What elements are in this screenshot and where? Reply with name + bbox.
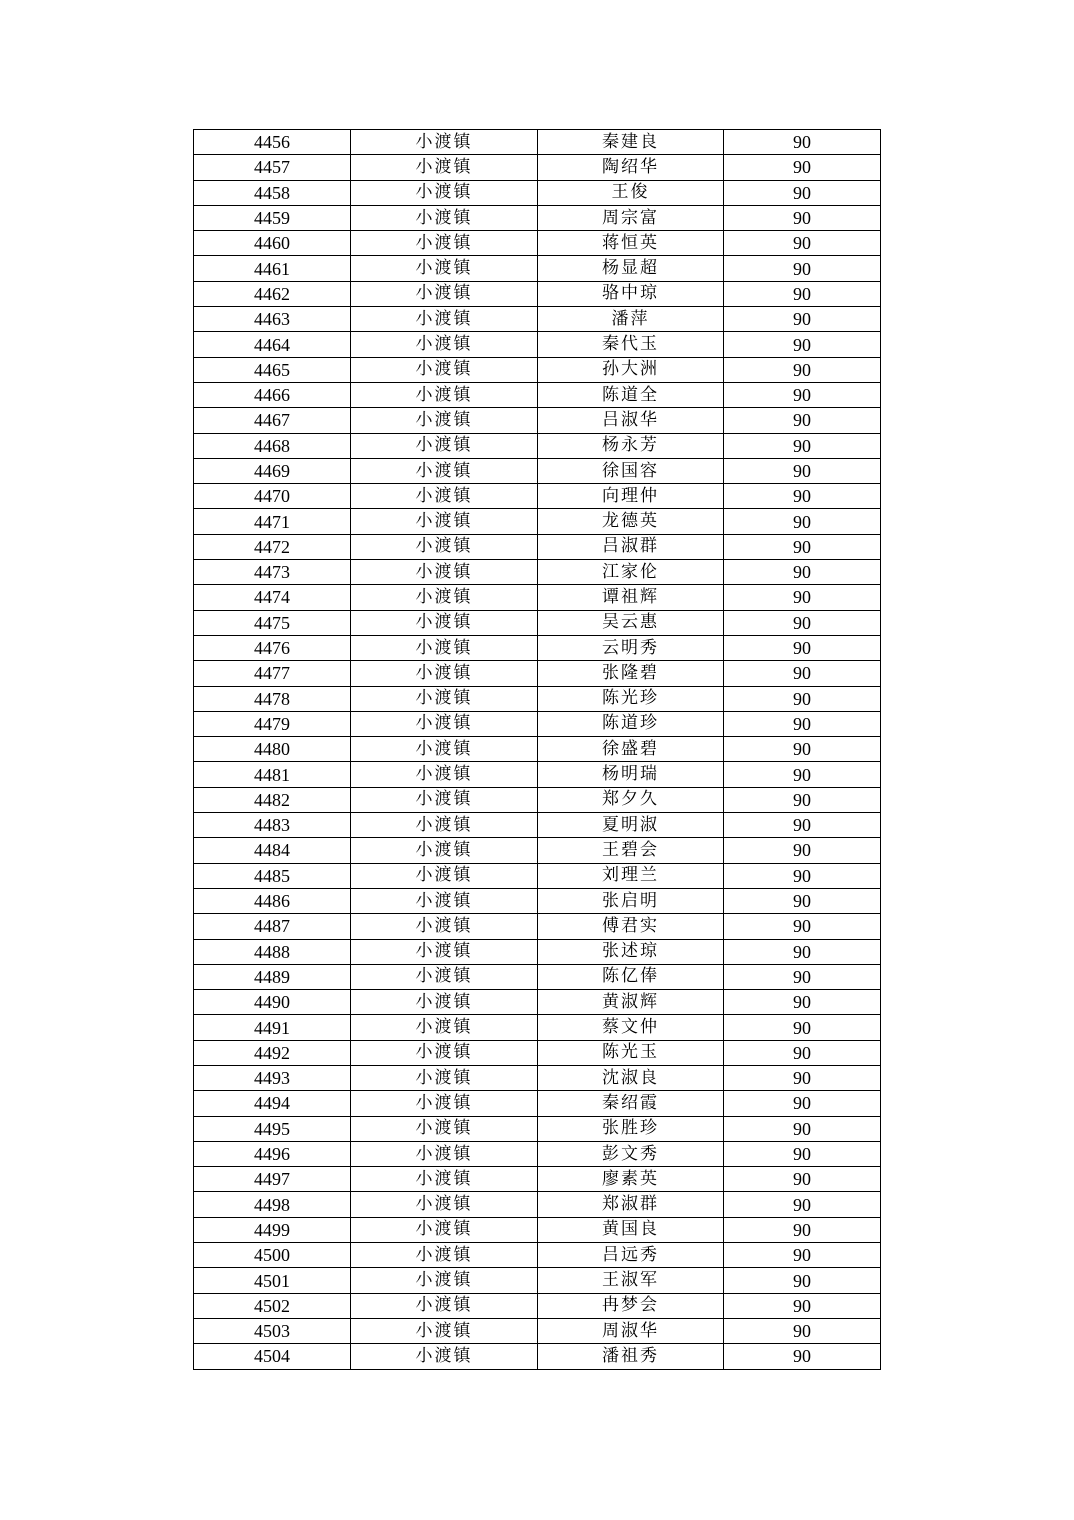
score-cell: 90	[724, 585, 881, 610]
row-number-cell: 4499	[194, 1217, 351, 1242]
person-name-cell: 彭文秀	[538, 1141, 724, 1166]
table-row	[194, 155, 881, 180]
score-cell: 90	[724, 180, 881, 205]
score-cell: 90	[724, 458, 881, 483]
score-cell: 90	[724, 307, 881, 332]
row-number-cell: 4495	[194, 1116, 351, 1141]
score-cell: 90	[724, 661, 881, 686]
row-number-cell: 4477	[194, 661, 351, 686]
score-cell: 90	[724, 281, 881, 306]
row-number-cell: 4460	[194, 231, 351, 256]
score-cell: 90	[724, 964, 881, 989]
score-cell: 90	[724, 1192, 881, 1217]
person-name-cell: 张述琼	[538, 939, 724, 964]
person-name-cell: 陈道全	[538, 382, 724, 407]
table-row	[194, 560, 881, 585]
row-number-cell: 4475	[194, 610, 351, 635]
town-cell: 小渡镇	[351, 1167, 538, 1192]
table-row	[194, 382, 881, 407]
person-name-cell: 吕远秀	[538, 1243, 724, 1268]
person-name-cell: 潘祖秀	[538, 1344, 724, 1369]
table-row	[194, 1268, 881, 1293]
person-name-cell: 王淑军	[538, 1268, 724, 1293]
town-cell: 小渡镇	[351, 1344, 538, 1369]
person-name-cell: 张隆碧	[538, 661, 724, 686]
person-name-cell: 王俊	[538, 180, 724, 205]
person-name-cell: 吕淑华	[538, 408, 724, 433]
person-name-cell: 张胜珍	[538, 1116, 724, 1141]
person-name-cell: 刘理兰	[538, 863, 724, 888]
town-cell: 小渡镇	[351, 863, 538, 888]
score-cell: 90	[724, 1116, 881, 1141]
score-cell: 90	[724, 1040, 881, 1065]
town-cell: 小渡镇	[351, 787, 538, 812]
row-number-cell: 4474	[194, 585, 351, 610]
town-cell: 小渡镇	[351, 1116, 538, 1141]
table-row	[194, 1344, 881, 1369]
person-name-cell: 蔡文仲	[538, 1015, 724, 1040]
table-row	[194, 838, 881, 863]
person-name-cell: 秦绍霞	[538, 1091, 724, 1116]
town-cell: 小渡镇	[351, 256, 538, 281]
score-cell: 90	[724, 155, 881, 180]
table-row	[194, 205, 881, 230]
town-cell: 小渡镇	[351, 1065, 538, 1090]
score-cell: 90	[724, 534, 881, 559]
row-number-cell: 4476	[194, 635, 351, 660]
row-number-cell: 4504	[194, 1344, 351, 1369]
town-cell: 小渡镇	[351, 939, 538, 964]
person-name-cell: 向理仲	[538, 484, 724, 509]
person-name-cell: 陈光珍	[538, 686, 724, 711]
score-cell: 90	[724, 332, 881, 357]
table-row	[194, 307, 881, 332]
row-number-cell: 4497	[194, 1167, 351, 1192]
table-row	[194, 130, 881, 155]
row-number-cell: 4479	[194, 711, 351, 736]
town-cell: 小渡镇	[351, 130, 538, 155]
row-number-cell: 4488	[194, 939, 351, 964]
town-cell: 小渡镇	[351, 610, 538, 635]
score-cell: 90	[724, 939, 881, 964]
person-name-cell: 陶绍华	[538, 155, 724, 180]
town-cell: 小渡镇	[351, 1268, 538, 1293]
row-number-cell: 4503	[194, 1318, 351, 1343]
score-cell: 90	[724, 914, 881, 939]
town-cell: 小渡镇	[351, 484, 538, 509]
person-name-cell: 王碧会	[538, 838, 724, 863]
table-row	[194, 332, 881, 357]
table-row	[194, 762, 881, 787]
town-cell: 小渡镇	[351, 307, 538, 332]
row-number-cell: 4478	[194, 686, 351, 711]
row-number-cell: 4464	[194, 332, 351, 357]
town-cell: 小渡镇	[351, 1243, 538, 1268]
table-row	[194, 256, 881, 281]
score-cell: 90	[724, 509, 881, 534]
table-row	[194, 990, 881, 1015]
town-cell: 小渡镇	[351, 1293, 538, 1318]
town-cell: 小渡镇	[351, 231, 538, 256]
town-cell: 小渡镇	[351, 382, 538, 407]
score-cell: 90	[724, 1217, 881, 1242]
town-cell: 小渡镇	[351, 180, 538, 205]
score-cell: 90	[724, 357, 881, 382]
person-name-cell: 秦建良	[538, 130, 724, 155]
table-row	[194, 711, 881, 736]
score-cell: 90	[724, 635, 881, 660]
table-row	[194, 787, 881, 812]
row-number-cell: 4457	[194, 155, 351, 180]
table-row	[194, 635, 881, 660]
person-name-cell: 夏明淑	[538, 813, 724, 838]
score-cell: 90	[724, 711, 881, 736]
row-number-cell: 4473	[194, 560, 351, 585]
table-row	[194, 1243, 881, 1268]
town-cell: 小渡镇	[351, 585, 538, 610]
person-name-cell: 蒋恒英	[538, 231, 724, 256]
score-cell: 90	[724, 990, 881, 1015]
table-row	[194, 1116, 881, 1141]
table-row	[194, 1167, 881, 1192]
score-cell: 90	[724, 382, 881, 407]
town-cell: 小渡镇	[351, 534, 538, 559]
town-cell: 小渡镇	[351, 1192, 538, 1217]
row-number-cell: 4482	[194, 787, 351, 812]
row-number-cell: 4494	[194, 1091, 351, 1116]
table-row	[194, 1192, 881, 1217]
score-cell: 90	[724, 256, 881, 281]
town-cell: 小渡镇	[351, 1015, 538, 1040]
row-number-cell: 4468	[194, 433, 351, 458]
table-row	[194, 281, 881, 306]
person-name-cell: 徐盛碧	[538, 737, 724, 762]
score-cell: 90	[724, 787, 881, 812]
row-number-cell: 4483	[194, 813, 351, 838]
score-cell: 90	[724, 408, 881, 433]
town-cell: 小渡镇	[351, 1318, 538, 1343]
town-cell: 小渡镇	[351, 433, 538, 458]
roster-table	[193, 129, 881, 1370]
town-cell: 小渡镇	[351, 560, 538, 585]
town-cell: 小渡镇	[351, 357, 538, 382]
table-row	[194, 458, 881, 483]
person-name-cell: 骆中琼	[538, 281, 724, 306]
person-name-cell: 杨明瑞	[538, 762, 724, 787]
town-cell: 小渡镇	[351, 1091, 538, 1116]
row-number-cell: 4456	[194, 130, 351, 155]
table-row	[194, 661, 881, 686]
score-cell: 90	[724, 1141, 881, 1166]
score-cell: 90	[724, 205, 881, 230]
score-cell: 90	[724, 813, 881, 838]
person-name-cell: 张启明	[538, 888, 724, 913]
table-row	[194, 484, 881, 509]
person-name-cell: 徐国容	[538, 458, 724, 483]
person-name-cell: 吴云惠	[538, 610, 724, 635]
row-number-cell: 4461	[194, 256, 351, 281]
person-name-cell: 杨永芳	[538, 433, 724, 458]
person-name-cell: 郑淑群	[538, 1192, 724, 1217]
town-cell: 小渡镇	[351, 661, 538, 686]
row-number-cell: 4469	[194, 458, 351, 483]
table-row	[194, 180, 881, 205]
row-number-cell: 4500	[194, 1243, 351, 1268]
person-name-cell: 吕淑群	[538, 534, 724, 559]
row-number-cell: 4493	[194, 1065, 351, 1090]
person-name-cell: 沈淑良	[538, 1065, 724, 1090]
score-cell: 90	[724, 863, 881, 888]
score-cell: 90	[724, 737, 881, 762]
score-cell: 90	[724, 1344, 881, 1369]
town-cell: 小渡镇	[351, 1141, 538, 1166]
town-cell: 小渡镇	[351, 813, 538, 838]
town-cell: 小渡镇	[351, 737, 538, 762]
table-row	[194, 1040, 881, 1065]
score-cell: 90	[724, 130, 881, 155]
town-cell: 小渡镇	[351, 332, 538, 357]
table-row	[194, 1217, 881, 1242]
row-number-cell: 4480	[194, 737, 351, 762]
score-cell: 90	[724, 1167, 881, 1192]
table-row	[194, 686, 881, 711]
row-number-cell: 4496	[194, 1141, 351, 1166]
person-name-cell: 龙德英	[538, 509, 724, 534]
row-number-cell: 4471	[194, 509, 351, 534]
score-cell: 90	[724, 1293, 881, 1318]
row-number-cell: 4486	[194, 888, 351, 913]
person-name-cell: 杨显超	[538, 256, 724, 281]
person-name-cell: 廖素英	[538, 1167, 724, 1192]
table-row	[194, 610, 881, 635]
row-number-cell: 4481	[194, 762, 351, 787]
table-row	[194, 231, 881, 256]
score-cell: 90	[724, 1091, 881, 1116]
table-row	[194, 1318, 881, 1343]
town-cell: 小渡镇	[351, 205, 538, 230]
row-number-cell: 4466	[194, 382, 351, 407]
person-name-cell: 黄国良	[538, 1217, 724, 1242]
row-number-cell: 4501	[194, 1268, 351, 1293]
town-cell: 小渡镇	[351, 155, 538, 180]
town-cell: 小渡镇	[351, 686, 538, 711]
town-cell: 小渡镇	[351, 914, 538, 939]
town-cell: 小渡镇	[351, 509, 538, 534]
person-name-cell: 周宗富	[538, 205, 724, 230]
person-name-cell: 潘萍	[538, 307, 724, 332]
town-cell: 小渡镇	[351, 762, 538, 787]
row-number-cell: 4463	[194, 307, 351, 332]
table-row	[194, 964, 881, 989]
score-cell: 90	[724, 433, 881, 458]
person-name-cell: 陈亿俸	[538, 964, 724, 989]
table-row	[194, 737, 881, 762]
table-row	[194, 939, 881, 964]
town-cell: 小渡镇	[351, 964, 538, 989]
person-name-cell: 周淑华	[538, 1318, 724, 1343]
person-name-cell: 冉梦会	[538, 1293, 724, 1318]
roster-table-body	[194, 130, 881, 1370]
table-row	[194, 1091, 881, 1116]
score-cell: 90	[724, 560, 881, 585]
row-number-cell: 4465	[194, 357, 351, 382]
town-cell: 小渡镇	[351, 1040, 538, 1065]
row-number-cell: 4484	[194, 838, 351, 863]
table-row	[194, 914, 881, 939]
score-cell: 90	[724, 610, 881, 635]
row-number-cell: 4498	[194, 1192, 351, 1217]
town-cell: 小渡镇	[351, 888, 538, 913]
table-row	[194, 408, 881, 433]
score-cell: 90	[724, 231, 881, 256]
table-row	[194, 357, 881, 382]
score-cell: 90	[724, 1015, 881, 1040]
town-cell: 小渡镇	[351, 635, 538, 660]
town-cell: 小渡镇	[351, 281, 538, 306]
table-row	[194, 863, 881, 888]
row-number-cell: 4502	[194, 1293, 351, 1318]
person-name-cell: 谭祖辉	[538, 585, 724, 610]
person-name-cell: 陈光玉	[538, 1040, 724, 1065]
person-name-cell: 云明秀	[538, 635, 724, 660]
score-cell: 90	[724, 1318, 881, 1343]
person-name-cell: 秦代玉	[538, 332, 724, 357]
person-name-cell: 孙大洲	[538, 357, 724, 382]
town-cell: 小渡镇	[351, 458, 538, 483]
town-cell: 小渡镇	[351, 838, 538, 863]
row-number-cell: 4487	[194, 914, 351, 939]
row-number-cell: 4458	[194, 180, 351, 205]
table-row	[194, 1141, 881, 1166]
town-cell: 小渡镇	[351, 990, 538, 1015]
row-number-cell: 4467	[194, 408, 351, 433]
person-name-cell: 郑夕久	[538, 787, 724, 812]
person-name-cell: 黄淑辉	[538, 990, 724, 1015]
row-number-cell: 4470	[194, 484, 351, 509]
table-row	[194, 813, 881, 838]
table-row	[194, 1293, 881, 1318]
table-row	[194, 433, 881, 458]
score-cell: 90	[724, 1243, 881, 1268]
person-name-cell: 傅君实	[538, 914, 724, 939]
row-number-cell: 4491	[194, 1015, 351, 1040]
row-number-cell: 4472	[194, 534, 351, 559]
person-name-cell: 江家伦	[538, 560, 724, 585]
score-cell: 90	[724, 888, 881, 913]
table-row	[194, 509, 881, 534]
score-cell: 90	[724, 686, 881, 711]
row-number-cell: 4489	[194, 964, 351, 989]
town-cell: 小渡镇	[351, 408, 538, 433]
row-number-cell: 4492	[194, 1040, 351, 1065]
row-number-cell: 4459	[194, 205, 351, 230]
table-row	[194, 1015, 881, 1040]
score-cell: 90	[724, 484, 881, 509]
town-cell: 小渡镇	[351, 1217, 538, 1242]
score-cell: 90	[724, 838, 881, 863]
row-number-cell: 4490	[194, 990, 351, 1015]
row-number-cell: 4462	[194, 281, 351, 306]
town-cell: 小渡镇	[351, 711, 538, 736]
table-row	[194, 585, 881, 610]
person-name-cell: 陈道珍	[538, 711, 724, 736]
score-cell: 90	[724, 1065, 881, 1090]
table-row	[194, 534, 881, 559]
table-row	[194, 888, 881, 913]
row-number-cell: 4485	[194, 863, 351, 888]
score-cell: 90	[724, 1268, 881, 1293]
table-row	[194, 1065, 881, 1090]
score-cell: 90	[724, 762, 881, 787]
